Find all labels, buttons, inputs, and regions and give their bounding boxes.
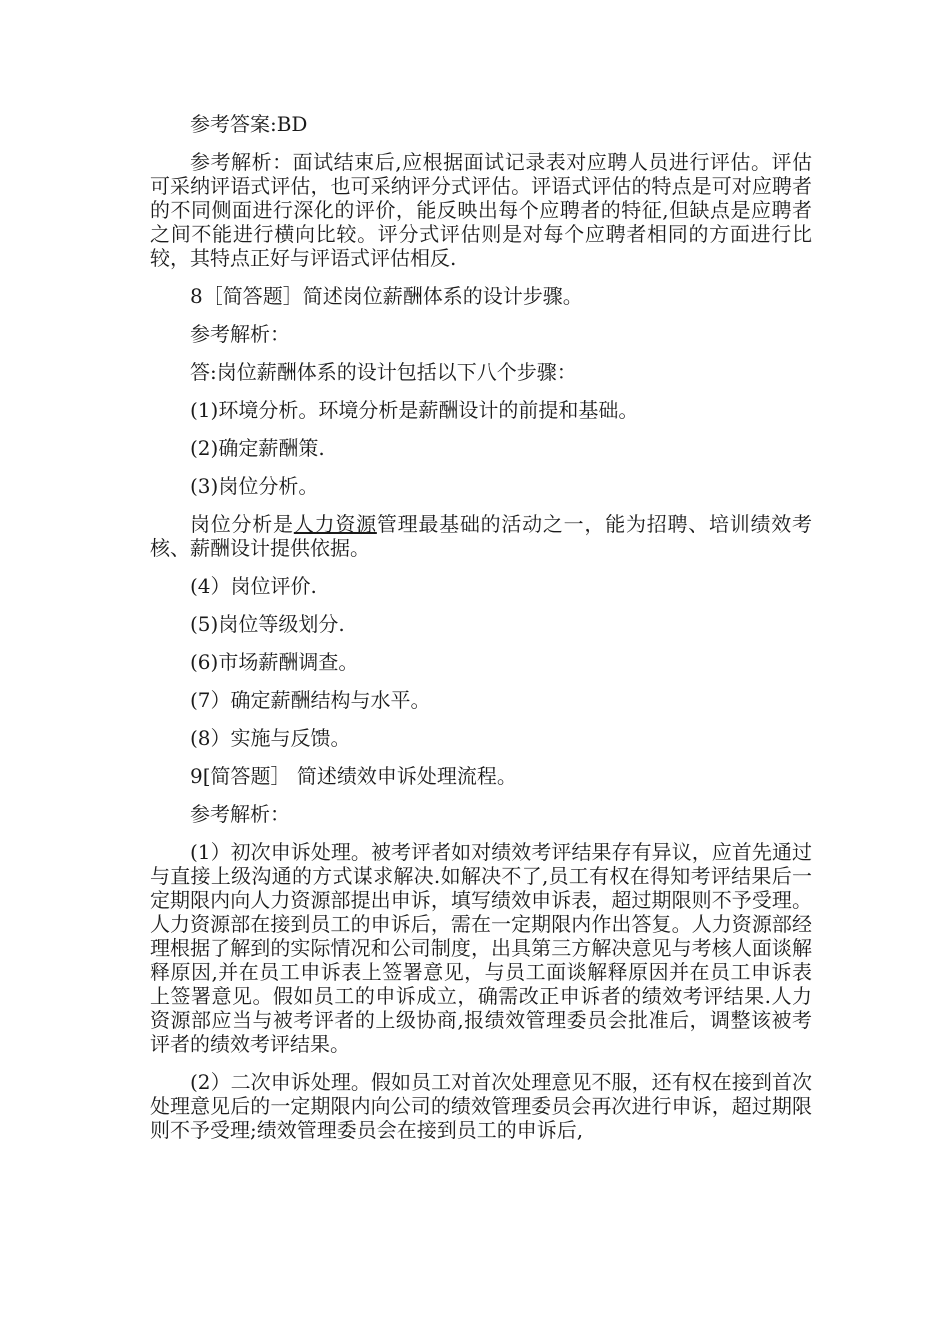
step-1: (1)环境分析。环境分析是薪酬设计的前提和基础。 bbox=[190, 398, 639, 422]
step-3-detail-end: 管理最基础的活动之一，能为招聘、培训绩效考核、薪酬设计提供依据。 bbox=[150, 512, 813, 560]
question-9: 9[简答题］ 简述绩效申诉处理流程。 bbox=[190, 764, 517, 788]
step-2: (2)确定薪酬策. bbox=[190, 436, 325, 460]
document-page bbox=[150, 112, 812, 1156]
analysis-paragraph: 参考解析：面试结束后,应根据面试记录表对应聘人员进行评估。评估可采纳评语式评估，也可采纳评分式评估。评语式评估的特点是可对应聘者的不同侧面进行深化的评价，能反映出每个应聘者的特征,但缺点是应聘者之间不能进行横向比较。评分式评估则是对每个应聘者相同的方面进行比较，其特点正好与评语式评估相反. bbox=[150, 150, 812, 270]
step-3-detail bbox=[150, 512, 812, 560]
question-8-label: 参考解析： bbox=[190, 322, 290, 346]
step-3: (3)岗位分析。 bbox=[190, 474, 319, 498]
step-3-detail-start: 岗位分析是 bbox=[190, 512, 294, 536]
answer-line: 参考答案:BD bbox=[190, 112, 308, 136]
step-6: (6)市场薪酬调查。 bbox=[190, 650, 359, 674]
hr-link[interactable]: 人力资源 bbox=[293, 512, 377, 536]
question-9-label: 参考解析： bbox=[190, 802, 290, 826]
step-5: (5)岗位等级划分. bbox=[190, 612, 345, 636]
step-7: (7）确定薪酬结构与水平。 bbox=[190, 688, 431, 712]
question-9-paragraph-2: (2）二次申诉处理。假如员工对首次处理意见不服，还有权在接到首次处理意见后的一定期限内向公司的绩效管理委员会再次进行申诉，超过期限则不予受理;绩效管理委员会在接到员工的申诉后, bbox=[150, 1070, 812, 1142]
step-8: (8）实施与反馈。 bbox=[190, 726, 351, 750]
question-9-paragraph-1: (1）初次申诉处理。被考评者如对绩效考评结果存有异议，应首先通过与直接上级沟通的方式谋求解决.如解决不了,员工有权在得知考评结果后一定期限内向人力资源部提出申诉，填写绩效申诉表，超过期限则不予受理。人力资源部在接到员工的申诉后，需在一定期限内作出答复。人力资源部经理根据了解到的实际情况和公司制度，出具第三方解决意见与考核人面谈解释原因,并在员工申诉表上签署意见，与员工面谈解释原因并在员工申诉表上签署意见。假如员工的申诉成立，确需改正申诉者的绩效考评结果.人力资源部应当与被考评者的上级协商,报绩效管理委员会批准后，调整该被考评者的绩效考评结果。 bbox=[150, 840, 812, 1056]
question-8: 8［简答题］简述岗位薪酬体系的设计步骤。 bbox=[190, 284, 583, 308]
step-4: (4）岗位评价. bbox=[190, 574, 317, 598]
question-8-intro: 答:岗位薪酬体系的设计包括以下八个步骤： bbox=[190, 360, 577, 384]
